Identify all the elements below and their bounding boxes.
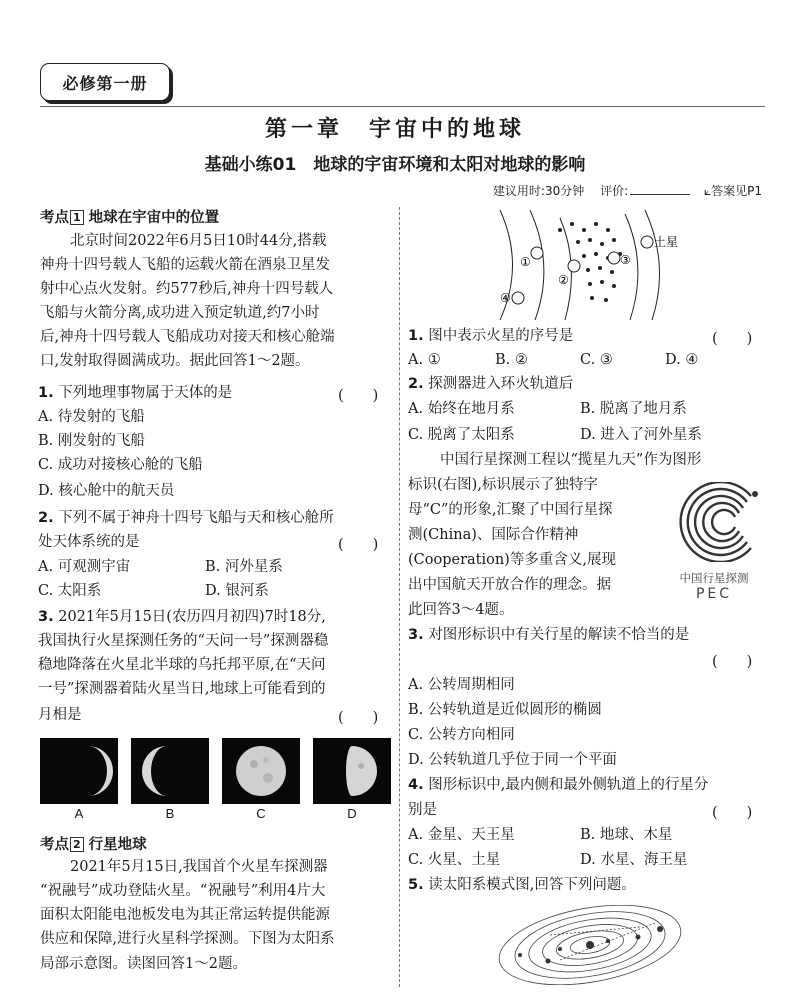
moon-label: B bbox=[165, 806, 175, 821]
question-l3 bbox=[38, 605, 326, 629]
half-moon-icon bbox=[313, 738, 391, 804]
gibbous-moon-icon bbox=[222, 738, 300, 804]
intro3-line: 母“C”的形象,汇聚了中国行星探 bbox=[408, 502, 613, 518]
question-text: 下列不属于神舟十四号飞船与天和核心舱所 bbox=[58, 510, 334, 526]
question-l2 bbox=[38, 506, 334, 530]
question-r5 bbox=[408, 873, 636, 897]
option: A. ① bbox=[408, 352, 441, 368]
orbit-label: ② bbox=[558, 273, 569, 287]
chapter-title: 第一章 宇宙中的地球 bbox=[264, 117, 525, 142]
question-l1 bbox=[38, 381, 232, 405]
planet-label: 土星 bbox=[654, 235, 679, 249]
intro3-line: 中国行星探测工程以“揽星九天”作为图形 bbox=[440, 452, 702, 468]
option: D. 水星、海王星 bbox=[580, 852, 688, 868]
moon-label: C bbox=[256, 806, 266, 821]
option: A. 金星、天王星 bbox=[408, 827, 515, 843]
answer-paren: ( ) bbox=[712, 805, 753, 821]
answer-paren: ( ) bbox=[338, 388, 379, 404]
intro1-line: 神舟十四号载人飞船的运载火箭在酒泉卫星发 bbox=[40, 257, 330, 273]
intro3-line: (Cooperation)等多重含义,展现 bbox=[408, 552, 616, 568]
question-number: 3. bbox=[38, 609, 54, 625]
moon-phase-d bbox=[313, 738, 391, 804]
answer-ref: ⟀答案见P1 bbox=[703, 184, 762, 198]
option: B. 公转轨道是近似圆形的椭圆 bbox=[408, 702, 602, 718]
question-text: 对图形标识中有关行星的解读不恰当的是 bbox=[428, 627, 690, 643]
section-heading-1: 考点 1 地球在宇宙中的位置 bbox=[40, 210, 220, 226]
question-text: 探测器进入环火轨道后 bbox=[428, 376, 574, 392]
question-text-cont: 我国执行火星探测任务的“天问一号”探测器稳 bbox=[38, 633, 329, 649]
option: D. 核心舱中的航天员 bbox=[38, 483, 175, 499]
intro1-line: 口,发射取得圆满成功。据此回答1～2题。 bbox=[40, 353, 310, 369]
section-number: 1 bbox=[70, 210, 84, 225]
question-text-cont: 一号”探测器着陆火星当日,地球上可能看到的 bbox=[38, 681, 326, 697]
question-number: 1. bbox=[408, 328, 424, 344]
question-r1 bbox=[408, 324, 573, 348]
section-heading-2: 考点 2 行星地球 bbox=[40, 837, 147, 853]
intro1-line: 射中心点火发射。约577秒后,神舟十四号载人 bbox=[40, 281, 334, 297]
intro1-line: 后,神舟十四号载人飞船成功对接天和核心舱端 bbox=[40, 329, 335, 345]
intro2-line: 2021年5月15日,我国首个火星车探测器 bbox=[70, 859, 328, 875]
orbit-label: ④ bbox=[500, 291, 511, 305]
question-number: 2. bbox=[408, 376, 424, 392]
question-number: 3. bbox=[408, 627, 424, 643]
answer-paren: ( ) bbox=[338, 537, 379, 553]
eval-label: 评价: bbox=[600, 184, 629, 198]
option: D. 进入了河外星系 bbox=[580, 427, 702, 443]
question-number: 5. bbox=[408, 877, 424, 893]
intro3-line: 标识(右图),标识展示了独特字 bbox=[408, 477, 598, 493]
option: C. 太阳系 bbox=[38, 583, 102, 599]
option: B. 地球、木星 bbox=[580, 827, 673, 843]
crescent-moon-icon bbox=[131, 738, 209, 804]
option: C. ③ bbox=[580, 352, 613, 368]
question-text-cont: 别是 bbox=[408, 802, 437, 818]
logo-cn-text: 中国行星探测 bbox=[679, 571, 749, 585]
section-title: 行星地球 bbox=[88, 837, 147, 853]
option: D. 银河系 bbox=[205, 583, 269, 599]
option: A. 始终在地月系 bbox=[408, 401, 515, 417]
solar-orbits-figure bbox=[480, 210, 710, 320]
question-text: 图形标识中,最内侧和最外侧轨道上的行星分 bbox=[428, 777, 709, 793]
option: B. 脱离了地月系 bbox=[580, 401, 687, 417]
badge-text: 必修第一册 bbox=[62, 74, 148, 93]
moon-label: A bbox=[74, 806, 84, 821]
crescent-moon-icon bbox=[40, 738, 118, 804]
question-text: 读太阳系模式图,回答下列问题。 bbox=[428, 877, 636, 893]
question-text: 下列地理事物属于天体的是 bbox=[58, 385, 233, 401]
moon-phase-a bbox=[40, 738, 118, 804]
book-badge bbox=[40, 63, 170, 101]
intro3-line: 出中国航天开放合作的理念。据 bbox=[408, 577, 611, 593]
option: C. 公转方向相同 bbox=[408, 727, 515, 743]
intro1-line: 北京时间2022年6月5日10时44分,搭载 bbox=[70, 233, 327, 249]
option: D. ④ bbox=[665, 352, 699, 368]
eval-blank bbox=[630, 194, 690, 195]
option: A. 可观测宇宙 bbox=[38, 559, 131, 575]
intro2-line: “祝融号”成功登陆火星。“祝融号”利用4片大 bbox=[40, 883, 326, 899]
option: A. 公转周期相同 bbox=[408, 677, 515, 693]
question-r4 bbox=[408, 773, 708, 797]
option: C. 成功对接核心舱的飞船 bbox=[38, 457, 203, 473]
intro3-line: 此回答3～4题。 bbox=[408, 602, 514, 618]
question-number: 1. bbox=[38, 385, 54, 401]
question-text-cont: 月相是 bbox=[38, 707, 82, 723]
moon-phase-b bbox=[131, 738, 209, 804]
option: C. 脱离了太阳系 bbox=[408, 427, 515, 443]
header-rule bbox=[40, 106, 765, 107]
question-text-cont: 稳地降落在火星北半球的乌托邦平原,在“天问 bbox=[38, 657, 326, 673]
time-hint: 建议用时:30分钟 bbox=[492, 184, 585, 198]
meta-line bbox=[493, 182, 762, 199]
option: C. 火星、土星 bbox=[408, 852, 501, 868]
answer-paren: ( ) bbox=[338, 710, 379, 726]
question-text-cont: 处天体系统的是 bbox=[38, 534, 140, 550]
intro2-line: 局部示意图。读图回答1～2题。 bbox=[40, 956, 247, 972]
option: D. 公转轨道几乎位于同一个平面 bbox=[408, 752, 617, 768]
option: B. 河外星系 bbox=[205, 559, 283, 575]
pec-logo bbox=[663, 482, 765, 604]
lesson-title: 基础小练01 地球的宇宙环境和太阳对地球的影响 bbox=[204, 155, 586, 175]
option: B. 刚发射的飞船 bbox=[38, 433, 145, 449]
question-text: 2021年5月15日(农历四月初四)7时18分, bbox=[58, 609, 326, 625]
section-title: 地球在宇宙中的位置 bbox=[88, 210, 220, 226]
question-text: 图中表示火星的序号是 bbox=[428, 328, 574, 344]
orbit-label: ① bbox=[520, 255, 531, 269]
column-separator bbox=[399, 207, 400, 987]
section-number: 2 bbox=[70, 837, 84, 852]
question-r3 bbox=[408, 623, 689, 647]
solar-system-diagram bbox=[490, 905, 690, 985]
intro2-line: 供应和保障,进行火星科学探测。下图为太阳系 bbox=[40, 931, 335, 947]
question-number: 2. bbox=[38, 510, 54, 526]
answer-paren: ( ) bbox=[712, 331, 753, 347]
moon-label: D bbox=[347, 806, 357, 821]
logo-en-text: PEC bbox=[695, 586, 733, 602]
pec-logo-icon bbox=[663, 482, 765, 562]
moon-phase-c bbox=[222, 738, 300, 804]
intro1-line: 飞船与火箭分离,成功进入预定轨道,约7小时 bbox=[40, 305, 320, 321]
orbit-label: ③ bbox=[620, 253, 631, 267]
question-r2 bbox=[408, 372, 573, 396]
option: A. 待发射的飞船 bbox=[38, 409, 145, 425]
question-number: 4. bbox=[408, 777, 424, 793]
intro2-line: 面积太阳能电池板发电为其正常运转提供能源 bbox=[40, 907, 330, 923]
option: B. ② bbox=[495, 352, 528, 368]
intro3-line: 测(China)、国际合作精神 bbox=[408, 527, 579, 543]
answer-paren: ( ) bbox=[712, 654, 753, 670]
